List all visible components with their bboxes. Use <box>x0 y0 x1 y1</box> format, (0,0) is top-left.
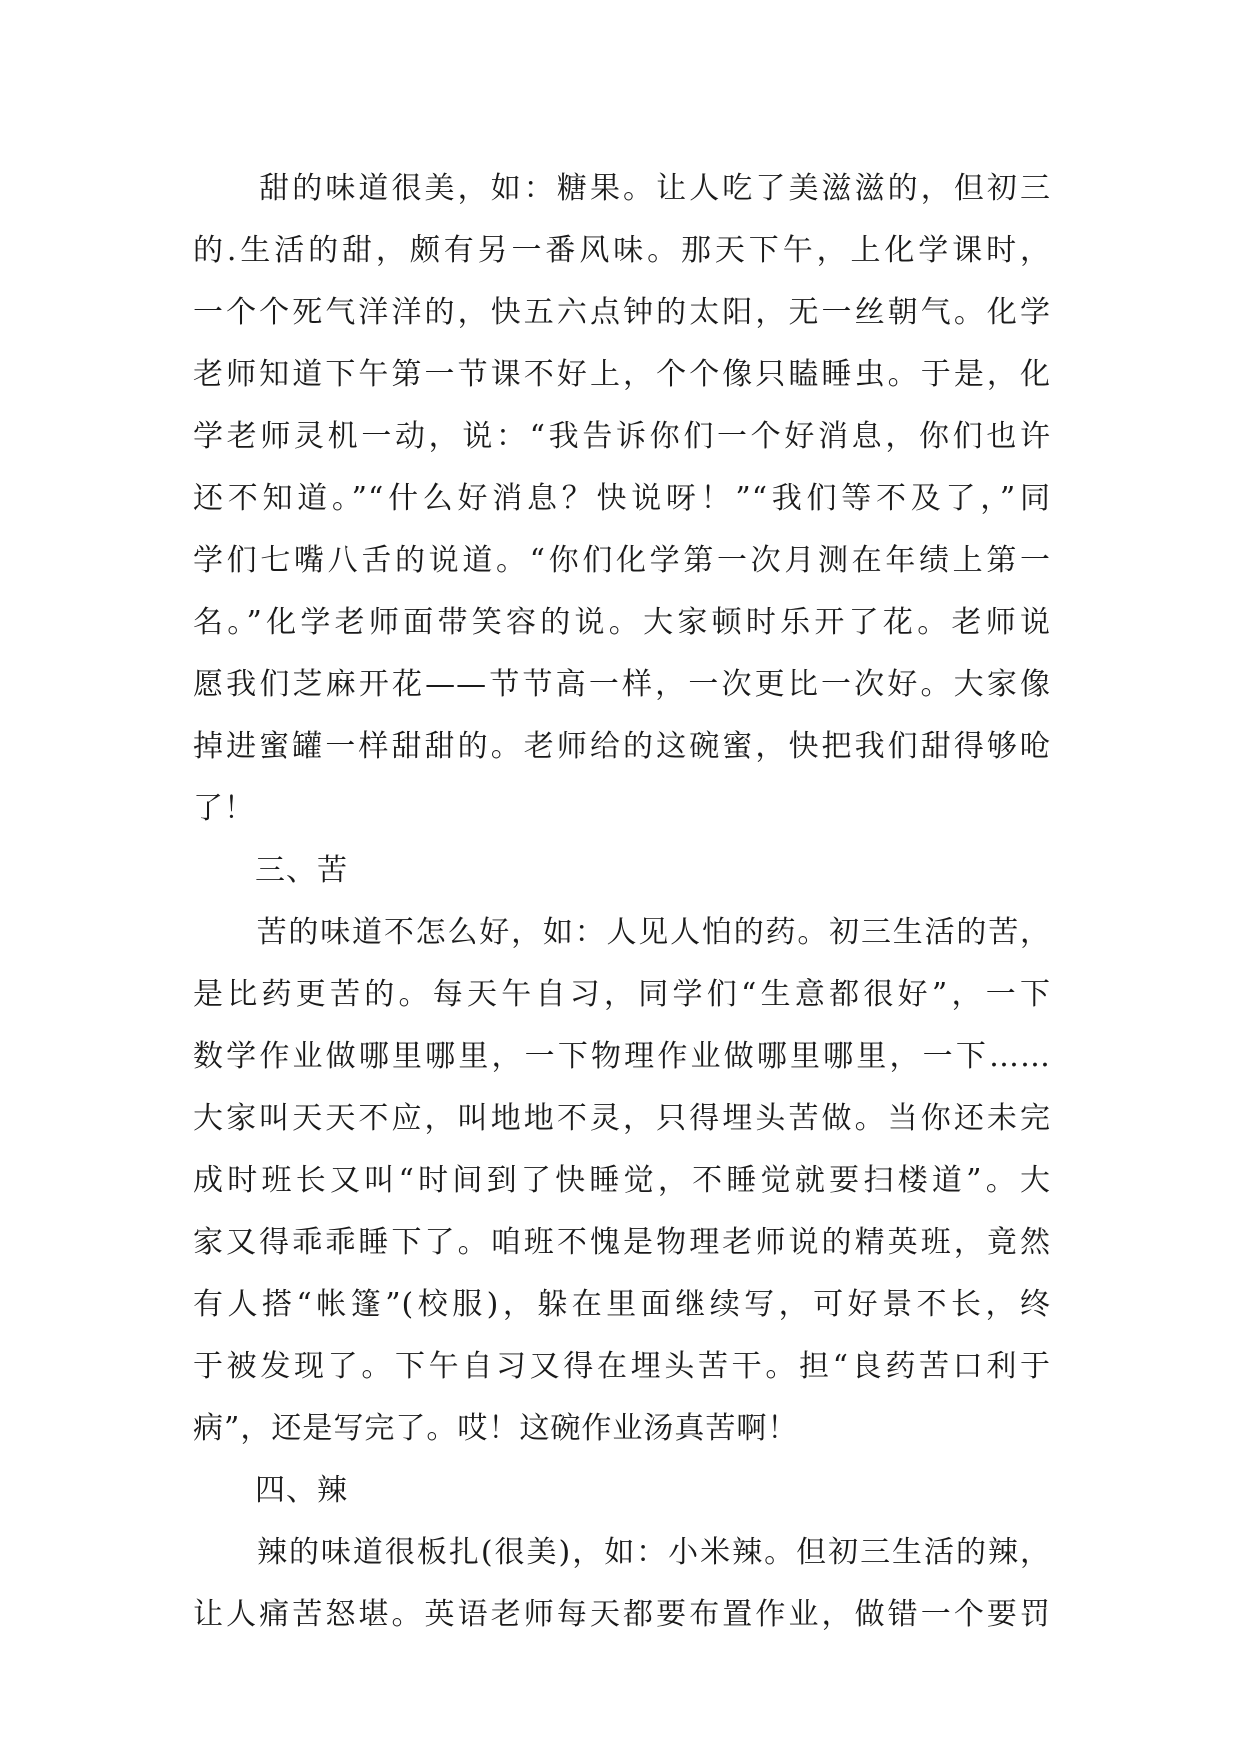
paragraph-spicy <box>193 1522 1051 1646</box>
section-heading-bitter: 三、苦 <box>255 853 348 888</box>
section-heading-spicy: 四、辣 <box>255 1473 348 1508</box>
text-line: 的.生活的甜，颇有另一番风味。那天下午，上化学课时， <box>193 233 1051 268</box>
text-line: 掉进蜜罐一样甜甜的。老师给的这碗蜜，快把我们甜得够呛 <box>193 729 1051 764</box>
text-line: 是比药更苦的。每天午自习，同学们“生意都很好”，一下 <box>193 977 1051 1012</box>
text-line: 辣的味道很板扎(很美)，如：小米辣。但初三生活的辣， <box>193 1535 1051 1570</box>
text-line: 于被发现了。下午自习又得在埋头苦干。担“良药苦口利于 <box>193 1349 1051 1384</box>
text-line: 甜的味道很美，如：糖果。让人吃了美滋滋的，但初三 <box>193 171 1051 206</box>
text-line: 愿我们芝麻开花——节节高一样，一次更比一次好。大家像 <box>193 667 1051 702</box>
text-line: 家又得乖乖睡下了。咱班不愧是物理老师说的精英班，竟然 <box>193 1225 1051 1260</box>
text-line: 一个个死气洋洋的，快五六点钟的太阳，无一丝朝气。化学 <box>193 295 1051 330</box>
text-line: 病”，还是写完了。哎！这碗作业汤真苦啊！ <box>193 1411 799 1446</box>
text-line: 成时班长又叫“时间到了快睡觉，不睡觉就要扫楼道”。大 <box>193 1163 1051 1198</box>
text-line: 学们七嘴八舌的说道。“你们化学第一次月测在年绩上第一 <box>193 543 1051 578</box>
paragraph-bitter <box>193 902 1051 1460</box>
text-line: 苦的味道不怎么好，如：人见人怕的药。初三生活的苦， <box>193 915 1051 950</box>
text-line: 大家叫天天不应，叫地地不灵，只得埋头苦做。当你还未完 <box>193 1101 1051 1136</box>
text-line: 老师知道下午第一节课不好上，个个像只瞌睡虫。于是，化 <box>193 357 1051 392</box>
text-line: 学老师灵机一动，说：“我告诉你们一个好消息，你们也许 <box>193 419 1051 454</box>
text-line: 让人痛苦怒堪。英语老师每天都要布置作业，做错一个要罚 <box>193 1597 1051 1632</box>
text-line: 还不知道。”“什么好消息？快说呀！”“我们等不及了，”同 <box>193 481 1051 516</box>
text-line: 有人搭“帐篷”(校服)，躲在里面继续写，可好景不长，终 <box>193 1287 1051 1322</box>
paragraph-sweet <box>193 158 1051 840</box>
text-line: 数学作业做哪里哪里，一下物理作业做哪里哪里，一下…… <box>193 1039 1051 1074</box>
document-body <box>193 158 1051 1646</box>
text-line: 名。”化学老师面带笑容的说。大家顿时乐开了花。老师说 <box>193 605 1051 640</box>
text-line: 了！ <box>193 791 255 826</box>
